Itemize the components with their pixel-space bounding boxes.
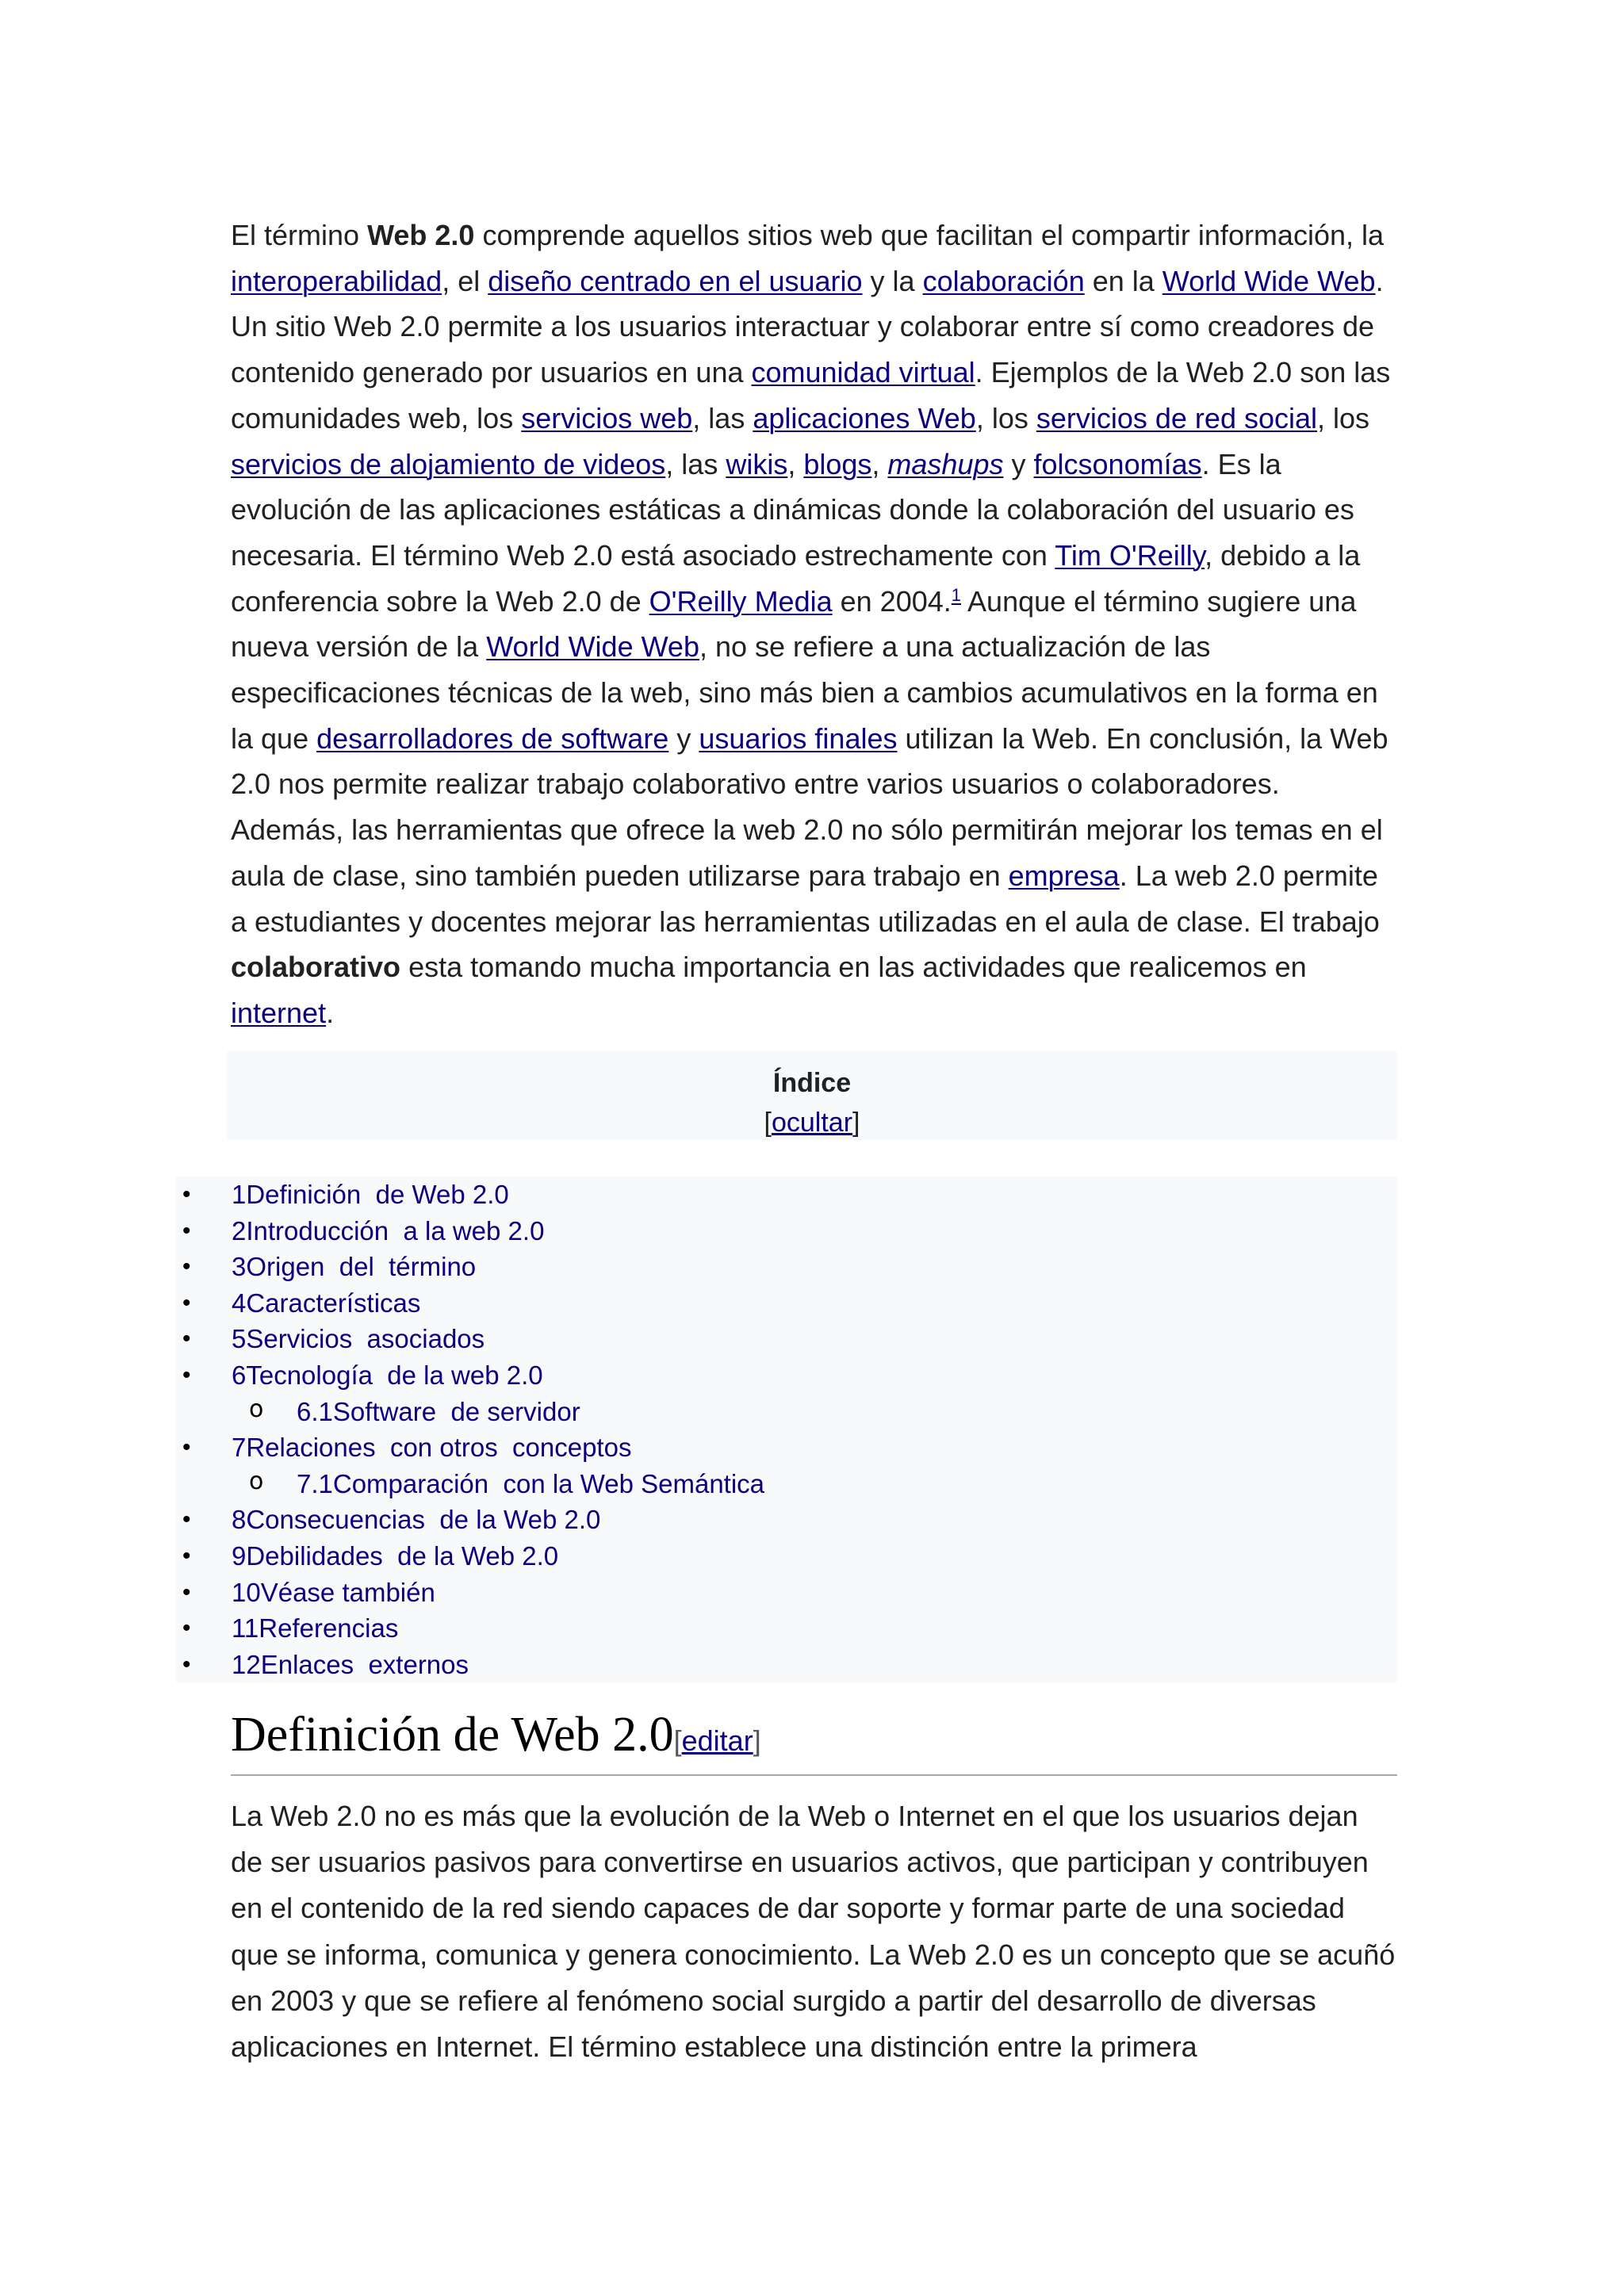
toc-item[interactable]: • 3Origen del término bbox=[182, 1252, 477, 1282]
intro-text: . Ejemplos de la Web 2.0 son las comunidades web, los bbox=[231, 356, 1391, 434]
link-aplicaciones-web[interactable]: aplicaciones Web bbox=[753, 401, 976, 434]
toc-item[interactable]: • 11Referencias bbox=[182, 1613, 399, 1644]
intro-text: comprende aquellos sitios web que facilitan el compartir información, la bbox=[474, 219, 1385, 251]
intro-text: . Es la evolución de las aplicaciones estáticas a dinámicas donde la colaboración del usuario es necesaria. El término Web 2.0 está asociado estrechamente con bbox=[231, 447, 1354, 572]
toc-item[interactable]: • 6Tecnología de la web 2.0 bbox=[182, 1360, 543, 1390]
link-alojamiento-videos[interactable]: servicios de alojamiento de videos bbox=[231, 447, 666, 480]
link-usuarios-finales[interactable]: usuarios finales bbox=[699, 721, 898, 755]
intro-text: . Un sitio Web 2.0 permite a los usuarios interactuar y colaborar entre sí como creadores de contenido generado por usuarios en una bbox=[231, 264, 1384, 389]
link-internet[interactable]: internet bbox=[231, 996, 327, 1029]
toc-subitem[interactable]: o 7.1Comparación con la Web Semántica bbox=[249, 1467, 765, 1498]
toc-item[interactable]: • 12Enlaces externos bbox=[182, 1649, 469, 1679]
section-heading bbox=[231, 1703, 1397, 1776]
toc-item[interactable]: • 1Definición de Web 2.0 bbox=[182, 1180, 509, 1209]
toc-item[interactable]: • 2Introducción a la web 2.0 bbox=[182, 1215, 545, 1246]
edit-link[interactable]: editar bbox=[681, 1724, 753, 1757]
term-bold: Web 2.0 bbox=[367, 219, 475, 251]
link-desarrolladores-software[interactable]: desarrolladores de software bbox=[316, 721, 669, 755]
intro-text: utilizan la Web. En conclusión, la Web 2.0 nos permite realizar trabajo colaborativo entre varios usuarios o colaboradores. Además, las herramientas que ofrece la web 2.0 no sólo permitirán mejorar los temas en el aula de clase, sino también pueden utilizarse para trabajo en bbox=[231, 721, 1388, 892]
intro-text: , debido a la conferencia sobre la Web 2.0 de bbox=[231, 538, 1361, 618]
link-empresa[interactable]: empresa bbox=[1008, 859, 1120, 892]
intro-text: , los bbox=[975, 401, 1036, 434]
toc-item[interactable]: • 10Véase también bbox=[182, 1577, 435, 1607]
intro-text: y bbox=[1003, 447, 1034, 480]
link-folcsonomias[interactable]: folcsonomías bbox=[1033, 447, 1202, 480]
link-world-wide-web[interactable]: World Wide Web bbox=[1162, 264, 1376, 297]
intro-text: en 2004. bbox=[832, 584, 952, 618]
term-bold: colaborativo bbox=[231, 951, 401, 984]
link-oreilly-media[interactable]: O'Reilly Media bbox=[649, 584, 833, 618]
link-mashups[interactable]: mashups bbox=[887, 447, 1004, 480]
intro-text: en la bbox=[1084, 264, 1162, 297]
link-servicios-web[interactable]: servicios web bbox=[521, 401, 693, 434]
intro-text: y bbox=[668, 721, 699, 755]
reference-link[interactable]: 1 bbox=[951, 584, 962, 605]
link-blogs[interactable]: blogs bbox=[803, 447, 872, 480]
intro-text: El término bbox=[231, 219, 368, 251]
intro-text: , no se refiere a una actualización de las especificaciones técnicas de la web, sino más bien a cambios acumulativos en la forma en la que bbox=[231, 630, 1378, 755]
toc-hide-link[interactable]: ocultar bbox=[771, 1108, 853, 1138]
toc-item[interactable]: • 4Características bbox=[182, 1288, 421, 1318]
toc-title: Índice bbox=[772, 1068, 852, 1098]
intro-text: esta tomando mucha importancia en las actividades que realicemos en bbox=[400, 951, 1307, 984]
intro-text: , las bbox=[692, 401, 753, 434]
intro-paragraph bbox=[231, 212, 1396, 1036]
intro-text: , las bbox=[665, 447, 726, 480]
intro-text: , el bbox=[442, 264, 488, 297]
intro-text: , bbox=[787, 447, 804, 480]
toc-subitem[interactable]: o 6.1Software de servidor bbox=[249, 1395, 580, 1426]
toc-item[interactable]: • 9Debilidades de la Web 2.0 bbox=[182, 1540, 559, 1571]
section-title: Definición de Web 2.0 bbox=[231, 1708, 674, 1762]
link-colaboracion[interactable]: colaboración bbox=[922, 264, 1085, 297]
toc-toggle: [ocultar] bbox=[764, 1108, 860, 1138]
toc-list bbox=[176, 1177, 1397, 1682]
link-red-social[interactable]: servicios de red social bbox=[1036, 401, 1318, 434]
toc-item[interactable]: • 7Relaciones con otros conceptos bbox=[182, 1433, 632, 1463]
intro-text: . bbox=[326, 996, 335, 1029]
toc-item[interactable]: • 5Servicios asociados bbox=[182, 1324, 485, 1354]
link-interoperabilidad[interactable]: interoperabilidad bbox=[231, 264, 442, 297]
intro-text: , bbox=[871, 447, 888, 480]
link-tim-oreilly[interactable]: Tim O'Reilly bbox=[1055, 538, 1205, 572]
intro-text: Aunque el término sugiere una nueva versión de la bbox=[231, 584, 1357, 664]
toc-header bbox=[227, 1051, 1397, 1140]
link-diseno-centrado[interactable]: diseño centrado en el usuario bbox=[488, 264, 863, 297]
intro-text: . La web 2.0 permite a estudiantes y docentes mejorar las herramientas utilizadas en el aula de clase. El trabajo bbox=[231, 859, 1380, 938]
link-world-wide-web[interactable]: World Wide Web bbox=[486, 630, 699, 664]
intro-text: y la bbox=[862, 264, 923, 297]
link-comunidad-virtual[interactable]: comunidad virtual bbox=[751, 356, 975, 389]
toc-item[interactable]: • 8Consecuencias de la Web 2.0 bbox=[182, 1505, 601, 1535]
intro-text: , los bbox=[1317, 401, 1370, 434]
link-wikis[interactable]: wikis bbox=[726, 447, 788, 480]
definition-paragraph: La Web 2.0 no es más que la evolución de la Web o Internet en el que los usuarios dejan de ser usuarios pasivos para convertirse en usuarios activos, que participan y contribuyen en el contenido de la red siendo capaces de dar soporte y formar parte de una sociedad que se informa, comunica y genera conocimiento. La Web 2.0 es un concepto que se acuñó en 2003 y que se refiere al fenómeno social surgido a partir del desarrollo de diversas aplicaciones en Internet. El término establece una distinción entre la primera bbox=[231, 1800, 1396, 2064]
edit-section: [editar] bbox=[673, 1724, 761, 1757]
